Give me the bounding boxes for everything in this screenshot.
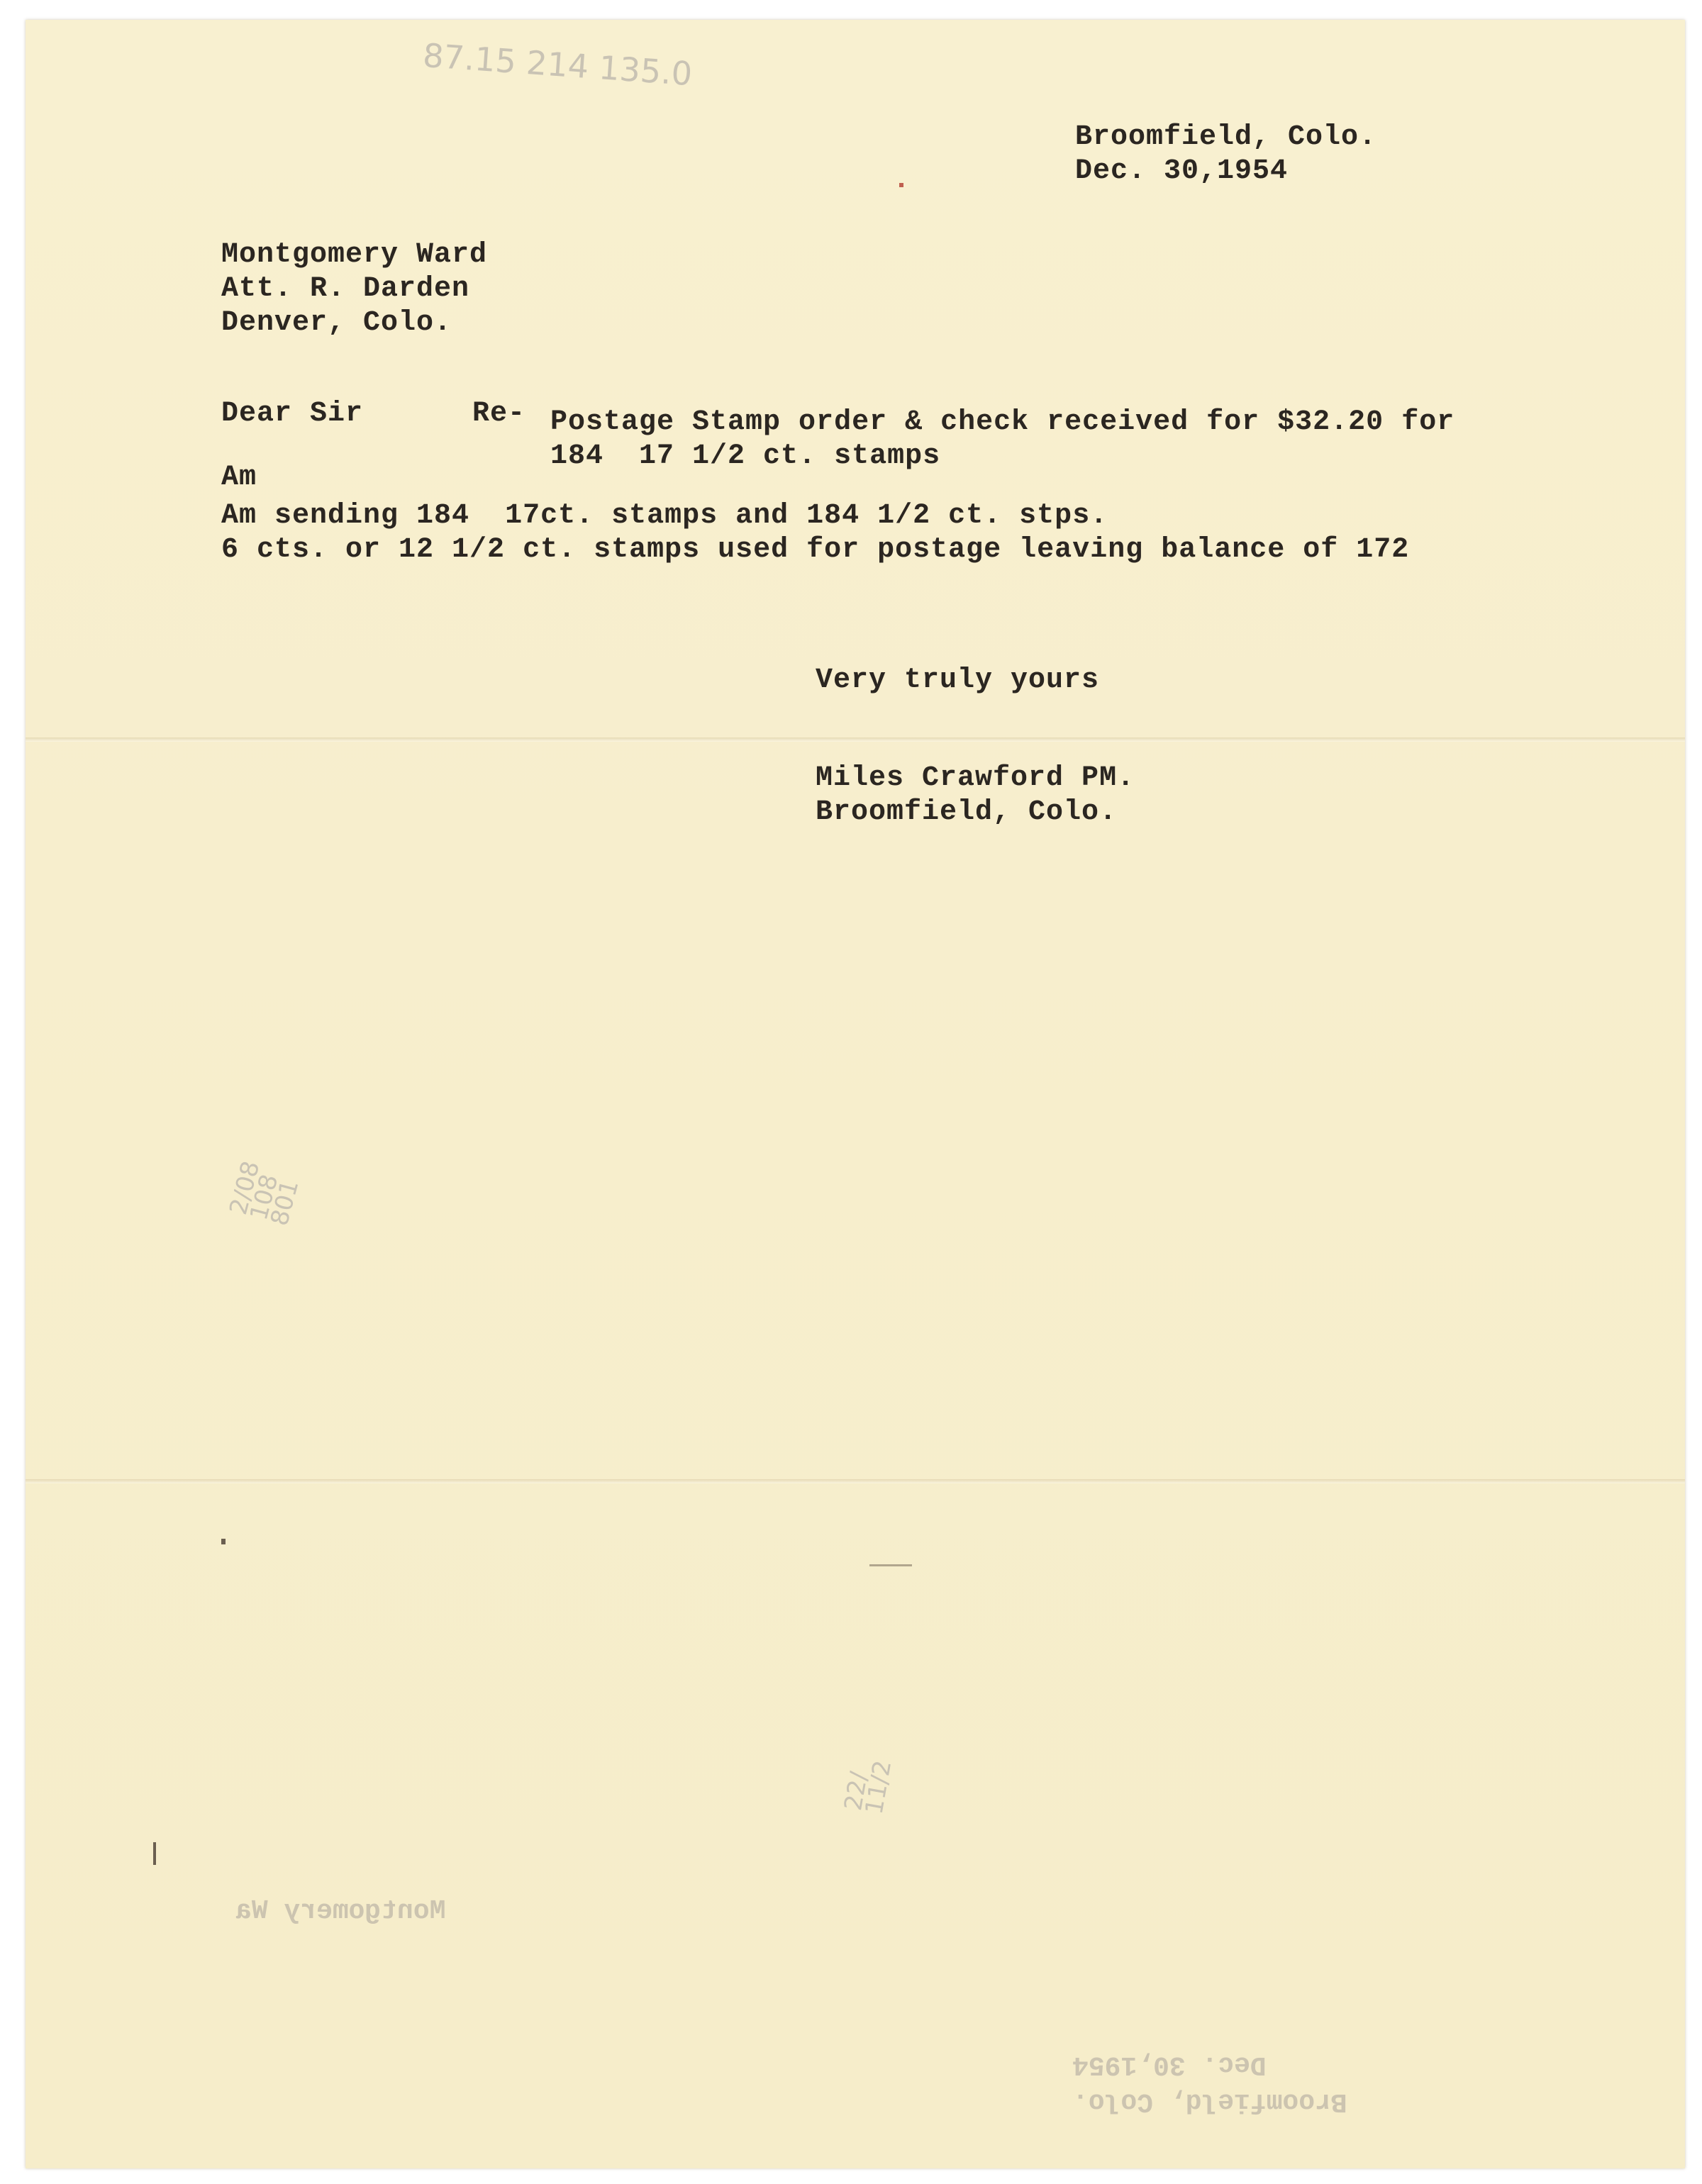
pencil-note-middle: 2/08 108 801 [224, 1158, 305, 1229]
recipient-city: Denver, Colo. [221, 307, 452, 339]
re-label: Re- [472, 398, 526, 430]
salutation: Dear Sir [221, 398, 364, 430]
letter-place: Broomfield, Colo. [1075, 121, 1377, 153]
fold-crease-lower [26, 1479, 1685, 1483]
ink-speck [899, 183, 903, 187]
ink-mark [869, 1564, 912, 1566]
pencil-note-top: 87.15 214 135.0 [421, 35, 694, 94]
letter-sheet [26, 20, 1685, 2168]
offset-ghost-text-left: Montgomery Wa [235, 1896, 446, 1927]
closing: Very truly yours [816, 664, 1100, 696]
recipient-attention: Att. R. Darden [221, 273, 470, 305]
signature-place: Broomfield, Colo. [816, 796, 1118, 828]
offset-ghost-text-right-2: Broomfield, Colo. [1072, 2086, 1347, 2117]
ink-mark [153, 1842, 156, 1865]
re-subject-line2: 184 17 1/2 ct. stamps [550, 440, 941, 472]
body-stray-word: Am [221, 462, 257, 494]
letter-date: Dec. 30,1954 [1075, 155, 1289, 187]
recipient-name: Montgomery Ward [221, 239, 488, 271]
offset-ghost-text-right-1: Dec. 30,1954 [1072, 2049, 1267, 2080]
body-line-2: 6 cts. or 12 1/2 ct. stamps used for postage leaving balance of 172 [221, 534, 1410, 566]
re-subject-line1: Postage Stamp order & check received for $32.20 for [550, 406, 1455, 438]
ink-speck [221, 1539, 226, 1544]
body-line-1: Am sending 184 17ct. stamps and 184 1/2 ct. stps. [221, 500, 1108, 532]
fold-crease-upper [26, 737, 1685, 742]
pencil-note-lower: 22/ 11/2 [839, 1758, 898, 1817]
signature-name: Miles Crawford PM. [816, 762, 1135, 794]
